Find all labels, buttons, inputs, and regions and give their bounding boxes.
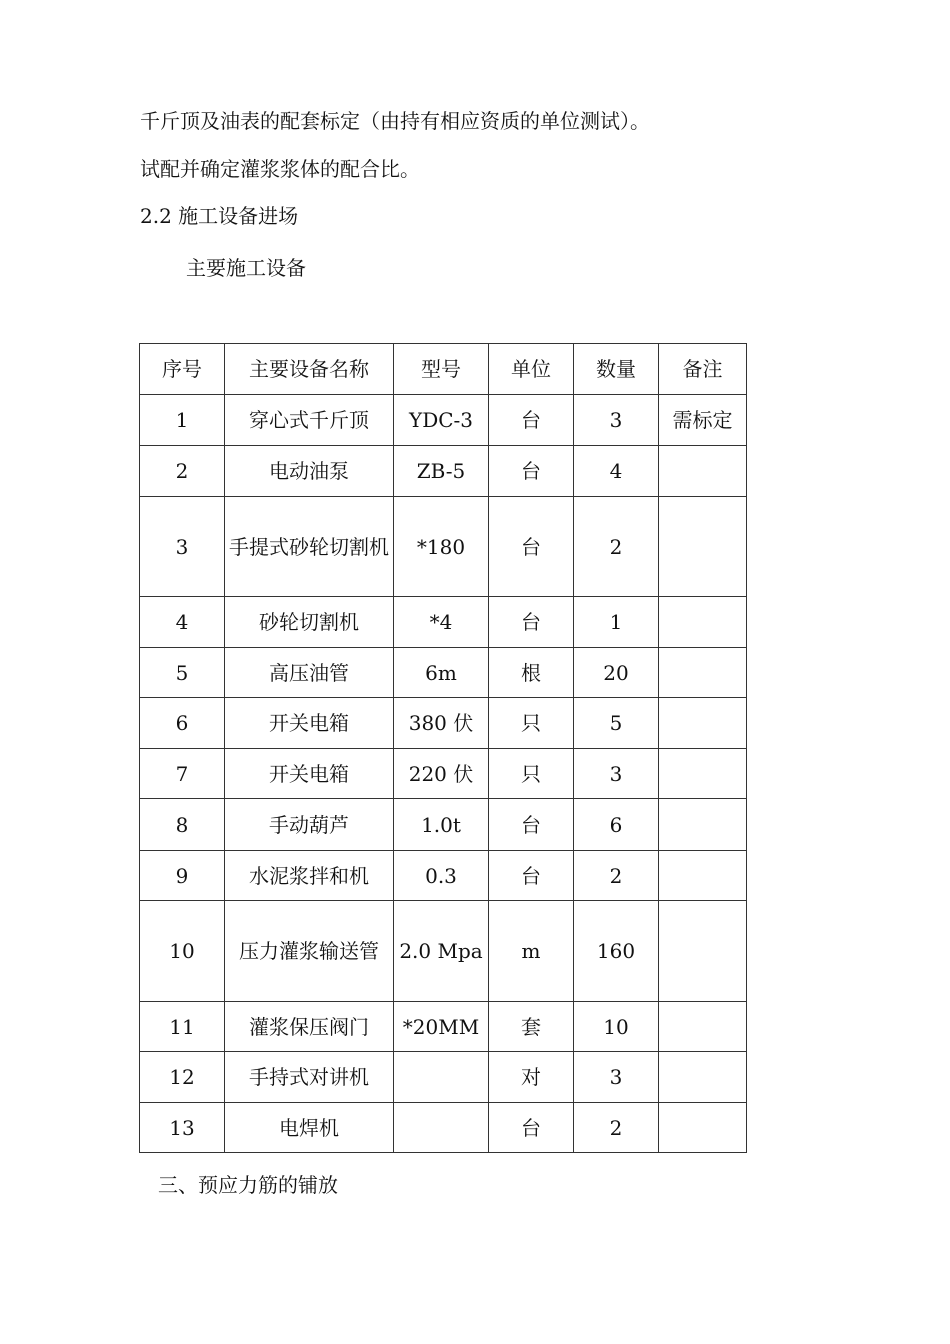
cell-quantity: 3 bbox=[574, 395, 659, 446]
cell-unit: 只 bbox=[489, 698, 574, 749]
cell-remark bbox=[659, 698, 747, 749]
cell-unit: 台 bbox=[489, 497, 574, 597]
cell-remark bbox=[659, 1103, 747, 1153]
cell-model: *180 bbox=[394, 497, 489, 597]
cell-model: ZB-5 bbox=[394, 446, 489, 497]
cell-quantity: 2 bbox=[574, 1103, 659, 1153]
cell-name: 水泥浆拌和机 bbox=[225, 851, 394, 901]
cell-name: 高压油管 bbox=[225, 648, 394, 698]
cell-index: 2 bbox=[140, 446, 225, 497]
cell-model: *20MM bbox=[394, 1002, 489, 1052]
cell-name: 砂轮切割机 bbox=[225, 597, 394, 648]
cell-model: 0.3 bbox=[394, 851, 489, 901]
table-row bbox=[140, 446, 747, 497]
table-row bbox=[140, 648, 747, 698]
cell-quantity: 6 bbox=[574, 799, 659, 851]
table-row bbox=[140, 1103, 747, 1153]
cell-remark: 需标定 bbox=[659, 395, 747, 446]
cell-index: 6 bbox=[140, 698, 225, 749]
cell-name: 开关电箱 bbox=[225, 698, 394, 749]
table-row bbox=[140, 395, 747, 446]
cell-remark bbox=[659, 799, 747, 851]
cell-name: 灌浆保压阀门 bbox=[225, 1002, 394, 1052]
cell-unit: 套 bbox=[489, 1002, 574, 1052]
cell-model: 6m bbox=[394, 648, 489, 698]
table-row bbox=[140, 749, 747, 799]
cell-model bbox=[394, 1103, 489, 1153]
cell-name: 开关电箱 bbox=[225, 749, 394, 799]
table-caption: 主要施工设备 bbox=[186, 256, 306, 280]
cell-quantity: 1 bbox=[574, 597, 659, 648]
paragraph-jack-calibration: 千斤顶及油表的配套标定（由持有相应资质的单位测试）。 bbox=[140, 109, 650, 133]
cell-quantity: 20 bbox=[574, 648, 659, 698]
cell-remark bbox=[659, 749, 747, 799]
table-row bbox=[140, 497, 747, 597]
cell-unit: 台 bbox=[489, 446, 574, 497]
cell-unit: 根 bbox=[489, 648, 574, 698]
cell-quantity: 5 bbox=[574, 698, 659, 749]
cell-name: 手提式砂轮切割机 bbox=[225, 497, 394, 597]
cell-remark bbox=[659, 901, 747, 1002]
table-row bbox=[140, 1052, 747, 1103]
cell-name: 穿心式千斤顶 bbox=[225, 395, 394, 446]
cell-index: 9 bbox=[140, 851, 225, 901]
cell-unit: 台 bbox=[489, 799, 574, 851]
cell-unit: 只 bbox=[489, 749, 574, 799]
cell-remark bbox=[659, 497, 747, 597]
cell-quantity: 10 bbox=[574, 1002, 659, 1052]
cell-unit: 台 bbox=[489, 597, 574, 648]
cell-model: 2.0 Mpa bbox=[394, 901, 489, 1002]
cell-index: 13 bbox=[140, 1103, 225, 1153]
cell-remark bbox=[659, 446, 747, 497]
table-row bbox=[140, 851, 747, 901]
table-row bbox=[140, 1002, 747, 1052]
cell-index: 7 bbox=[140, 749, 225, 799]
paragraph-grout-mix: 试配并确定灌浆浆体的配合比。 bbox=[140, 157, 420, 181]
cell-model bbox=[394, 1052, 489, 1103]
cell-unit: 台 bbox=[489, 1103, 574, 1153]
cell-model: *4 bbox=[394, 597, 489, 648]
table-row bbox=[140, 597, 747, 648]
cell-index: 11 bbox=[140, 1002, 225, 1052]
cell-quantity: 3 bbox=[574, 1052, 659, 1103]
cell-name: 电动油泵 bbox=[225, 446, 394, 497]
cell-name: 压力灌浆输送管 bbox=[225, 901, 394, 1002]
cell-unit: 对 bbox=[489, 1052, 574, 1103]
table-header-row bbox=[140, 344, 747, 395]
cell-quantity: 160 bbox=[574, 901, 659, 1002]
cell-model: 220 伏 bbox=[394, 749, 489, 799]
cell-model: YDC-3 bbox=[394, 395, 489, 446]
cell-name: 手动葫芦 bbox=[225, 799, 394, 851]
cell-model: 1.0t bbox=[394, 799, 489, 851]
cell-quantity: 2 bbox=[574, 851, 659, 901]
cell-name: 手持式对讲机 bbox=[225, 1052, 394, 1103]
cell-quantity: 3 bbox=[574, 749, 659, 799]
table-row bbox=[140, 799, 747, 851]
cell-index: 4 bbox=[140, 597, 225, 648]
cell-index: 10 bbox=[140, 901, 225, 1002]
cell-index: 3 bbox=[140, 497, 225, 597]
cell-index: 12 bbox=[140, 1052, 225, 1103]
header-cell: 备注 bbox=[659, 344, 747, 395]
header-cell: 序号 bbox=[140, 344, 225, 395]
cell-index: 5 bbox=[140, 648, 225, 698]
cell-remark bbox=[659, 851, 747, 901]
cell-quantity: 4 bbox=[574, 446, 659, 497]
cell-index: 8 bbox=[140, 799, 225, 851]
table-row bbox=[140, 698, 747, 749]
cell-index: 1 bbox=[140, 395, 225, 446]
cell-remark bbox=[659, 648, 747, 698]
cell-remark bbox=[659, 597, 747, 648]
header-cell: 数量 bbox=[574, 344, 659, 395]
cell-unit: 台 bbox=[489, 851, 574, 901]
section-heading-equipment: 2.2 施工设备进场 bbox=[140, 204, 299, 228]
cell-model: 380 伏 bbox=[394, 698, 489, 749]
cell-remark bbox=[659, 1002, 747, 1052]
section-heading-tendon-laying: 三、预应力筋的铺放 bbox=[158, 1173, 338, 1197]
cell-unit: m bbox=[489, 901, 574, 1002]
cell-remark bbox=[659, 1052, 747, 1103]
equipment-table bbox=[139, 343, 747, 1153]
cell-name: 电焊机 bbox=[225, 1103, 394, 1153]
table-row bbox=[140, 901, 747, 1002]
cell-unit: 台 bbox=[489, 395, 574, 446]
header-cell: 单位 bbox=[489, 344, 574, 395]
header-cell: 主要设备名称 bbox=[225, 344, 394, 395]
header-cell: 型号 bbox=[394, 344, 489, 395]
cell-quantity: 2 bbox=[574, 497, 659, 597]
